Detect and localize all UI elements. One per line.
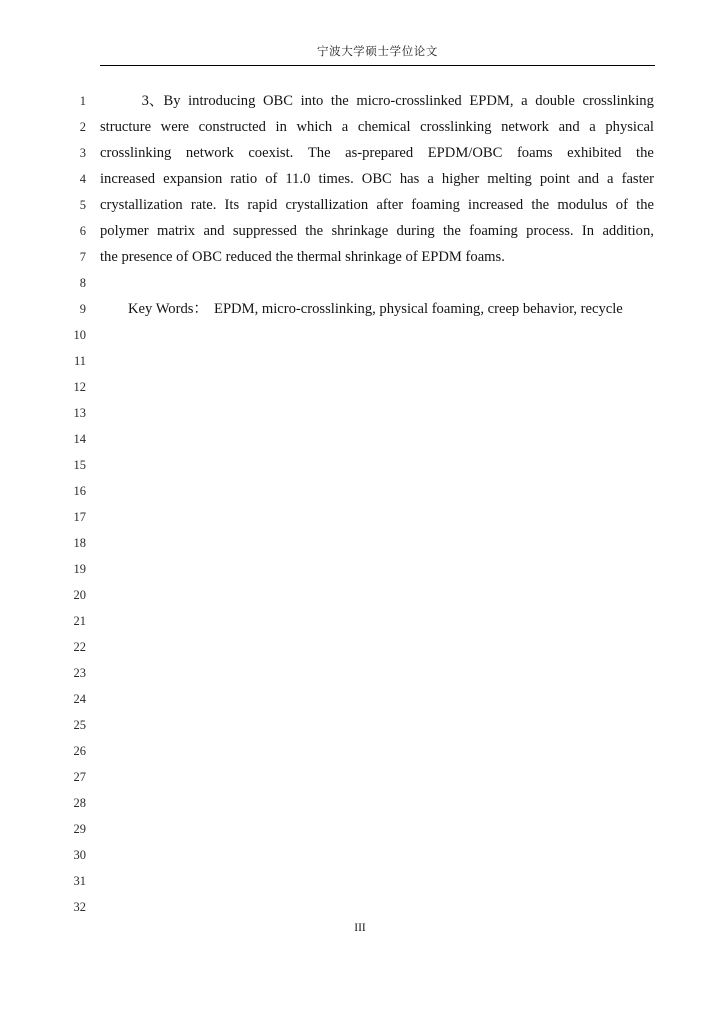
body-word: a [589,119,596,135]
body-word: foaming [469,223,518,239]
keywords-value: EPDM, micro-crosslinking, physical foaming, creep behavior, recycle [214,301,623,317]
body-word: ratio [230,171,258,187]
footer-page-number: III [354,922,366,934]
body-word: modulus [557,197,608,213]
body-word: of [615,197,628,213]
line-number: 17 [73,510,86,524]
body-word: structure [100,119,152,135]
body-word: EPDM/OBC [427,145,503,161]
body-word: matrix [156,223,196,239]
body-text-line [100,114,654,140]
body-text-line [100,244,654,270]
line-number: 30 [73,848,86,862]
body-text-line [100,166,654,192]
line-number: 19 [73,562,86,576]
blank-line [100,270,654,296]
body-word: chemical [357,119,411,135]
line-number: 13 [73,406,86,420]
body-word: addition, [602,223,654,239]
body-word: a [341,119,349,135]
body-word: a [607,171,614,187]
header-rule [100,65,655,66]
body-word: constructed [198,119,266,135]
line-number: 16 [73,484,86,498]
page-header [100,44,655,66]
line-number: 6 [79,224,86,238]
body-word: 11.0 [285,171,311,187]
line-number: 32 [73,900,86,914]
body-word: a [427,171,434,187]
body-word: The [307,145,331,161]
body-word: as-prepared [345,145,414,161]
body-word: and [203,223,225,239]
line-number: 21 [73,614,86,628]
body-word: the [636,145,654,161]
body-word: Its [224,197,240,213]
body-word: network [185,145,234,161]
body-word: foams [516,145,553,161]
body-word: after [376,197,404,213]
body-word: the [442,223,461,239]
body-word: double [535,93,575,109]
line-number: 14 [73,432,86,446]
body-text-line [100,218,654,244]
body-word: the [531,197,550,213]
body-word: and [558,119,580,135]
body-word: OBC [263,93,294,109]
body-word: increased [100,171,156,187]
line-number: 29 [73,822,86,836]
line-number: 5 [79,198,86,212]
body-word: introducing [188,93,256,109]
body-word: of [265,171,278,187]
body-word: crystallization [285,197,369,213]
body-word: the [636,197,654,213]
line-number: 31 [73,874,86,888]
line-number: 4 [79,172,86,186]
line-number: 1 [79,94,86,108]
page-footer [0,922,720,934]
body-word: point [539,171,570,187]
body-text-line [100,88,654,114]
body-text-block [100,88,654,322]
line-number: 24 [73,692,86,706]
body-word: which [296,119,333,135]
body-word: were [160,119,190,135]
body-word: increased [468,197,524,213]
body-word: OBC [361,171,392,187]
body-word: rapid [247,197,278,213]
line-number-gutter [56,88,86,920]
body-word: EPDM, [469,93,514,109]
body-word: and [577,171,599,187]
body-word: crosslinking [420,119,492,135]
line-number: 20 [73,588,86,602]
line-number: 8 [79,276,86,290]
line-number: 2 [79,120,86,134]
line-number: 18 [73,536,86,550]
body-word: during [396,223,435,239]
body-word: a [521,93,528,109]
body-word: crosslinking [582,93,654,109]
line-number: 15 [73,458,86,472]
header-title: 宁波大学硕士学位论文 [317,46,438,58]
body-word: physical [605,119,654,135]
keywords-line [100,296,654,322]
line-number: 26 [73,744,86,758]
paragraph-indent [100,88,134,114]
line-number: 7 [79,250,86,264]
body-word: In [581,223,595,239]
body-word: has [399,171,420,187]
line-number: 11 [73,354,86,368]
body-word: polymer [100,223,149,239]
keywords-label: Key Words： [128,301,209,317]
body-word: crosslinking [100,145,172,161]
body-word: foaming [411,197,460,213]
body-word: shrinkage [331,223,389,239]
body-word: network [501,119,549,135]
body-word: faster [621,171,654,187]
body-word: rate. [190,197,217,213]
line-number: 28 [73,796,86,810]
body-word: the [305,223,324,239]
body-word: micro-crosslinked [356,93,462,109]
body-word: times. [318,171,354,187]
line-number: 23 [73,666,86,680]
line-number: 27 [73,770,86,784]
line-number: 25 [73,718,86,732]
body-word: exhibited [567,145,622,161]
body-line-text: the presence of OBC reduced the thermal shrinkage of EPDM foams. [100,249,505,265]
body-word: into [300,93,324,109]
body-text-line [100,140,654,166]
line-number: 9 [79,302,86,316]
body-word: expansion [163,171,223,187]
body-word: crystallization [100,197,183,213]
line-number: 3 [79,146,86,160]
body-word: in [275,119,287,135]
line-number: 10 [73,328,86,342]
body-text-line [100,192,654,218]
body-word: higher [441,171,480,187]
line-number: 12 [73,380,86,394]
body-word: melting [487,171,532,187]
body-word: suppressed [232,223,297,239]
body-word: coexist. [248,145,294,161]
line-number: 22 [73,640,86,654]
body-word: 3、By [141,93,181,109]
body-word: the [330,93,349,109]
body-word: process. [526,223,574,239]
